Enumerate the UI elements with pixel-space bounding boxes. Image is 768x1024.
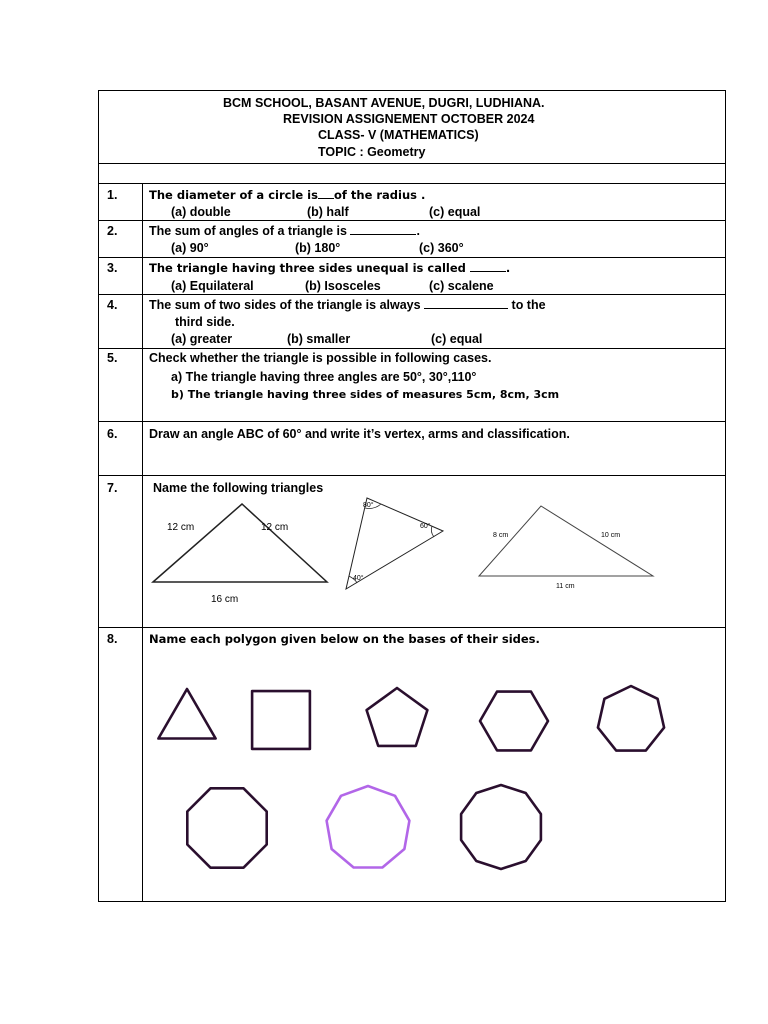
question-2-text: The sum of angles of a triangle is . xyxy=(149,224,420,238)
decagon-shape xyxy=(461,785,541,869)
question-4-text: The sum of two sides of the triangle is always to the xyxy=(149,298,546,312)
question-number: 6. xyxy=(107,427,118,441)
heptagon-shape xyxy=(598,686,664,751)
side-label: 12 cm xyxy=(167,522,195,533)
option: (c) 360° xyxy=(419,241,464,255)
question-5-item-a: a) The triangle having three angles are 50°, 30°,110° xyxy=(171,370,477,384)
question-3-text: The triangle having three sides unequal is called . xyxy=(149,261,511,275)
row-divider xyxy=(99,163,725,164)
option: (c) scalene xyxy=(429,279,494,293)
option: (b) half xyxy=(307,205,349,219)
class-title: CLASS- V (MATHEMATICS) xyxy=(318,128,479,142)
triangles-figure xyxy=(143,476,725,626)
assignment-title: REVISION ASSIGNEMENT OCTOBER 2024 xyxy=(283,112,535,126)
isosceles-triangle xyxy=(153,504,327,582)
angle-arc xyxy=(431,526,434,537)
scalene-triangle xyxy=(479,506,653,576)
worksheet-table xyxy=(98,90,726,902)
row-divider xyxy=(99,294,725,295)
side-label: 16 cm xyxy=(211,594,239,605)
triangle-shape xyxy=(158,689,215,739)
question-6-text: Draw an angle ABC of 60° and write it’s vertex, arms and classification. xyxy=(149,427,570,441)
side-label: 10 cm xyxy=(601,532,621,539)
row-divider xyxy=(99,421,725,422)
row-divider xyxy=(99,220,725,221)
row-divider xyxy=(99,348,725,349)
option: (b) Isosceles xyxy=(305,279,381,293)
question-5-text: Check whether the triangle is possible in following cases. xyxy=(149,351,492,365)
option: (a) Equilateral xyxy=(171,279,254,293)
side-label: 11 cm xyxy=(556,583,575,590)
option: (a) 90° xyxy=(171,241,209,255)
polygons-figure xyxy=(143,676,709,876)
question-4-line2: third side. xyxy=(175,315,235,329)
question-5-item-b: b) The triangle having three sides of measures 5cm, 8cm, 3cm xyxy=(171,388,560,401)
row-divider xyxy=(99,183,725,184)
question-7-text: Name the following triangles xyxy=(153,481,324,495)
question-number: 5. xyxy=(107,351,118,365)
nonagon-shape xyxy=(327,786,410,868)
side-label: 8 cm xyxy=(493,532,509,539)
question-number: 1. xyxy=(107,188,118,202)
option: (c) equal xyxy=(431,332,483,346)
school-name: BCM SCHOOL, BASANT AVENUE, DUGRI, LUDHIANA. xyxy=(223,96,545,110)
pentagon-shape xyxy=(367,688,428,746)
question-number: 7. xyxy=(107,481,118,495)
side-label: 12 cm xyxy=(261,522,289,533)
angle-label: 40° xyxy=(353,575,364,582)
octagon-shape xyxy=(187,788,266,867)
option: (c) equal xyxy=(429,205,481,219)
question-8-text: Name each polygon given below on the bases of their sides. xyxy=(149,632,540,646)
option: (b) 180° xyxy=(295,241,341,255)
question-number: 2. xyxy=(107,224,118,238)
question-number: 3. xyxy=(107,261,118,275)
option: (a) greater xyxy=(171,332,233,346)
topic-title: TOPIC : Geometry xyxy=(318,145,426,159)
option: (a) double xyxy=(171,205,231,219)
row-divider xyxy=(99,627,725,628)
question-1-text: The diameter of a circle is of the radius . xyxy=(149,188,426,202)
square-shape xyxy=(252,691,310,749)
angle-label: 60° xyxy=(420,523,431,530)
option: (b) smaller xyxy=(287,332,351,346)
question-number: 8. xyxy=(107,632,118,646)
question-number: 4. xyxy=(107,298,118,312)
hexagon-shape xyxy=(480,692,548,751)
angle-label: 80° xyxy=(363,502,374,509)
row-divider xyxy=(99,257,725,258)
